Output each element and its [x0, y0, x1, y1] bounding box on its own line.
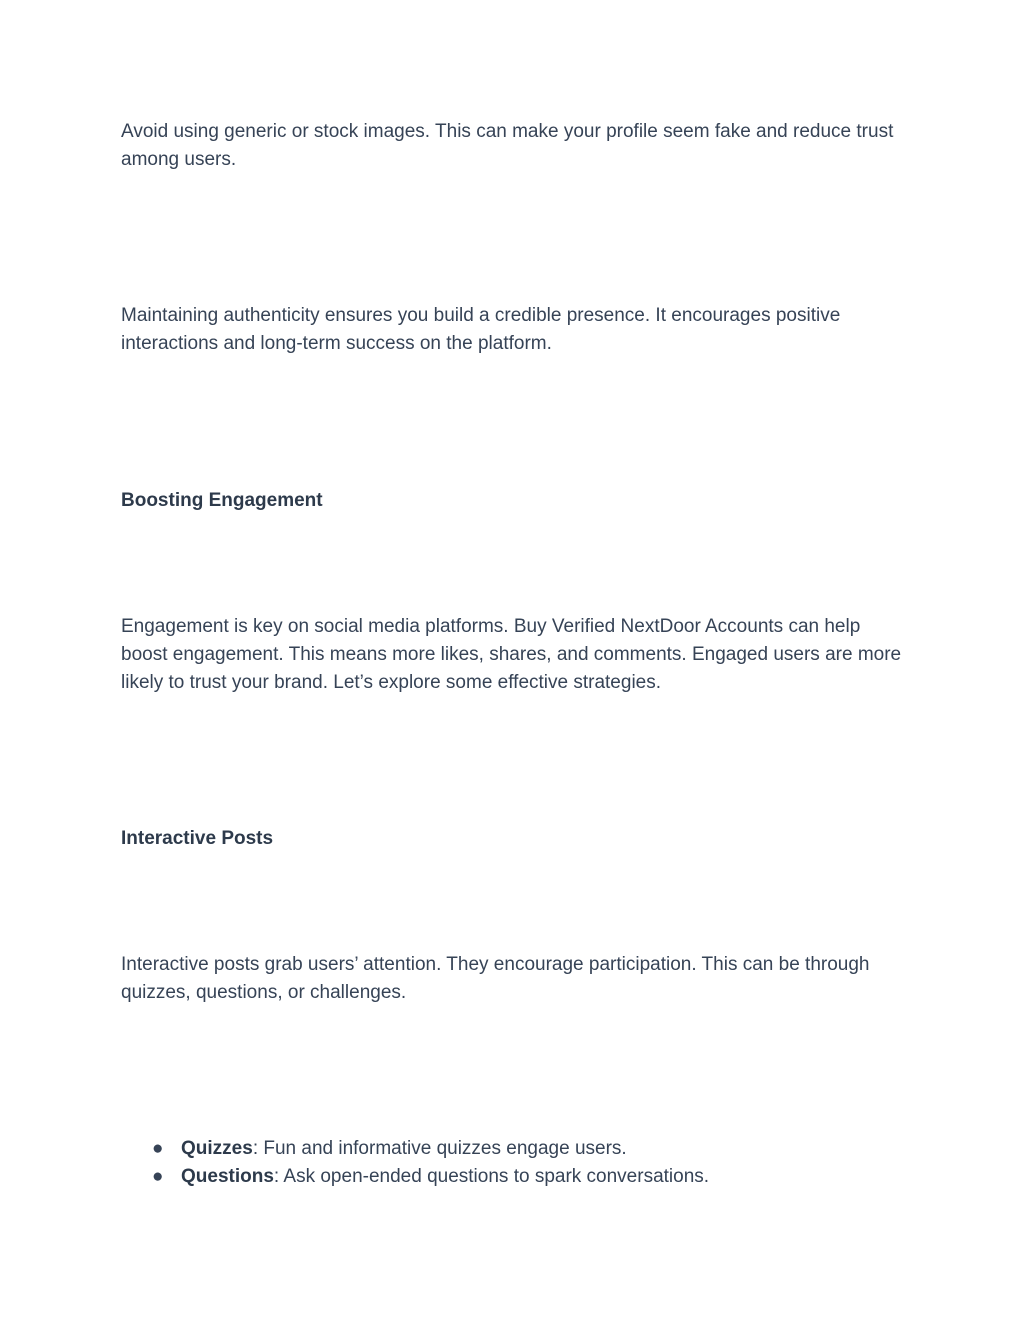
list-item	[121, 1163, 911, 1191]
list-item-term: Quizzes	[181, 1138, 253, 1159]
heading-boosting-engagement: Boosting Engagement	[121, 490, 323, 511]
paragraph-interactive-posts: Interactive posts grab users’ attention. They encourage participation. This can be through quizzes, questions, or challenges.	[121, 954, 870, 1003]
heading-interactive-posts: Interactive Posts	[121, 828, 274, 849]
paragraph-authenticity: Maintaining authenticity ensures you build a credible presence. It encourages positive interactions and long-term success on the platform.	[121, 305, 841, 354]
paragraph-stock-images: Avoid using generic or stock images. This can make your profile seem fake and reduce trust among users.	[121, 121, 894, 170]
paragraph-engagement: Engagement is key on social media platforms. Buy Verified NextDoor Accounts can help boost engagement. This means more likes, shares, and comments. Engaged users are more likely to trust your brand. Let’s explore some effective strategies.	[121, 616, 902, 693]
engagement-tactics-list	[121, 1135, 911, 1191]
bullet-icon: ●	[152, 1166, 164, 1187]
list-item-term: Questions	[181, 1166, 274, 1187]
bullet-icon: ●	[152, 1138, 164, 1159]
list-item-text: : Fun and informative quizzes engage users.	[252, 1138, 627, 1159]
list-item-text: : Ask open-ended questions to spark conversations.	[273, 1166, 710, 1187]
list-item	[121, 1135, 911, 1163]
